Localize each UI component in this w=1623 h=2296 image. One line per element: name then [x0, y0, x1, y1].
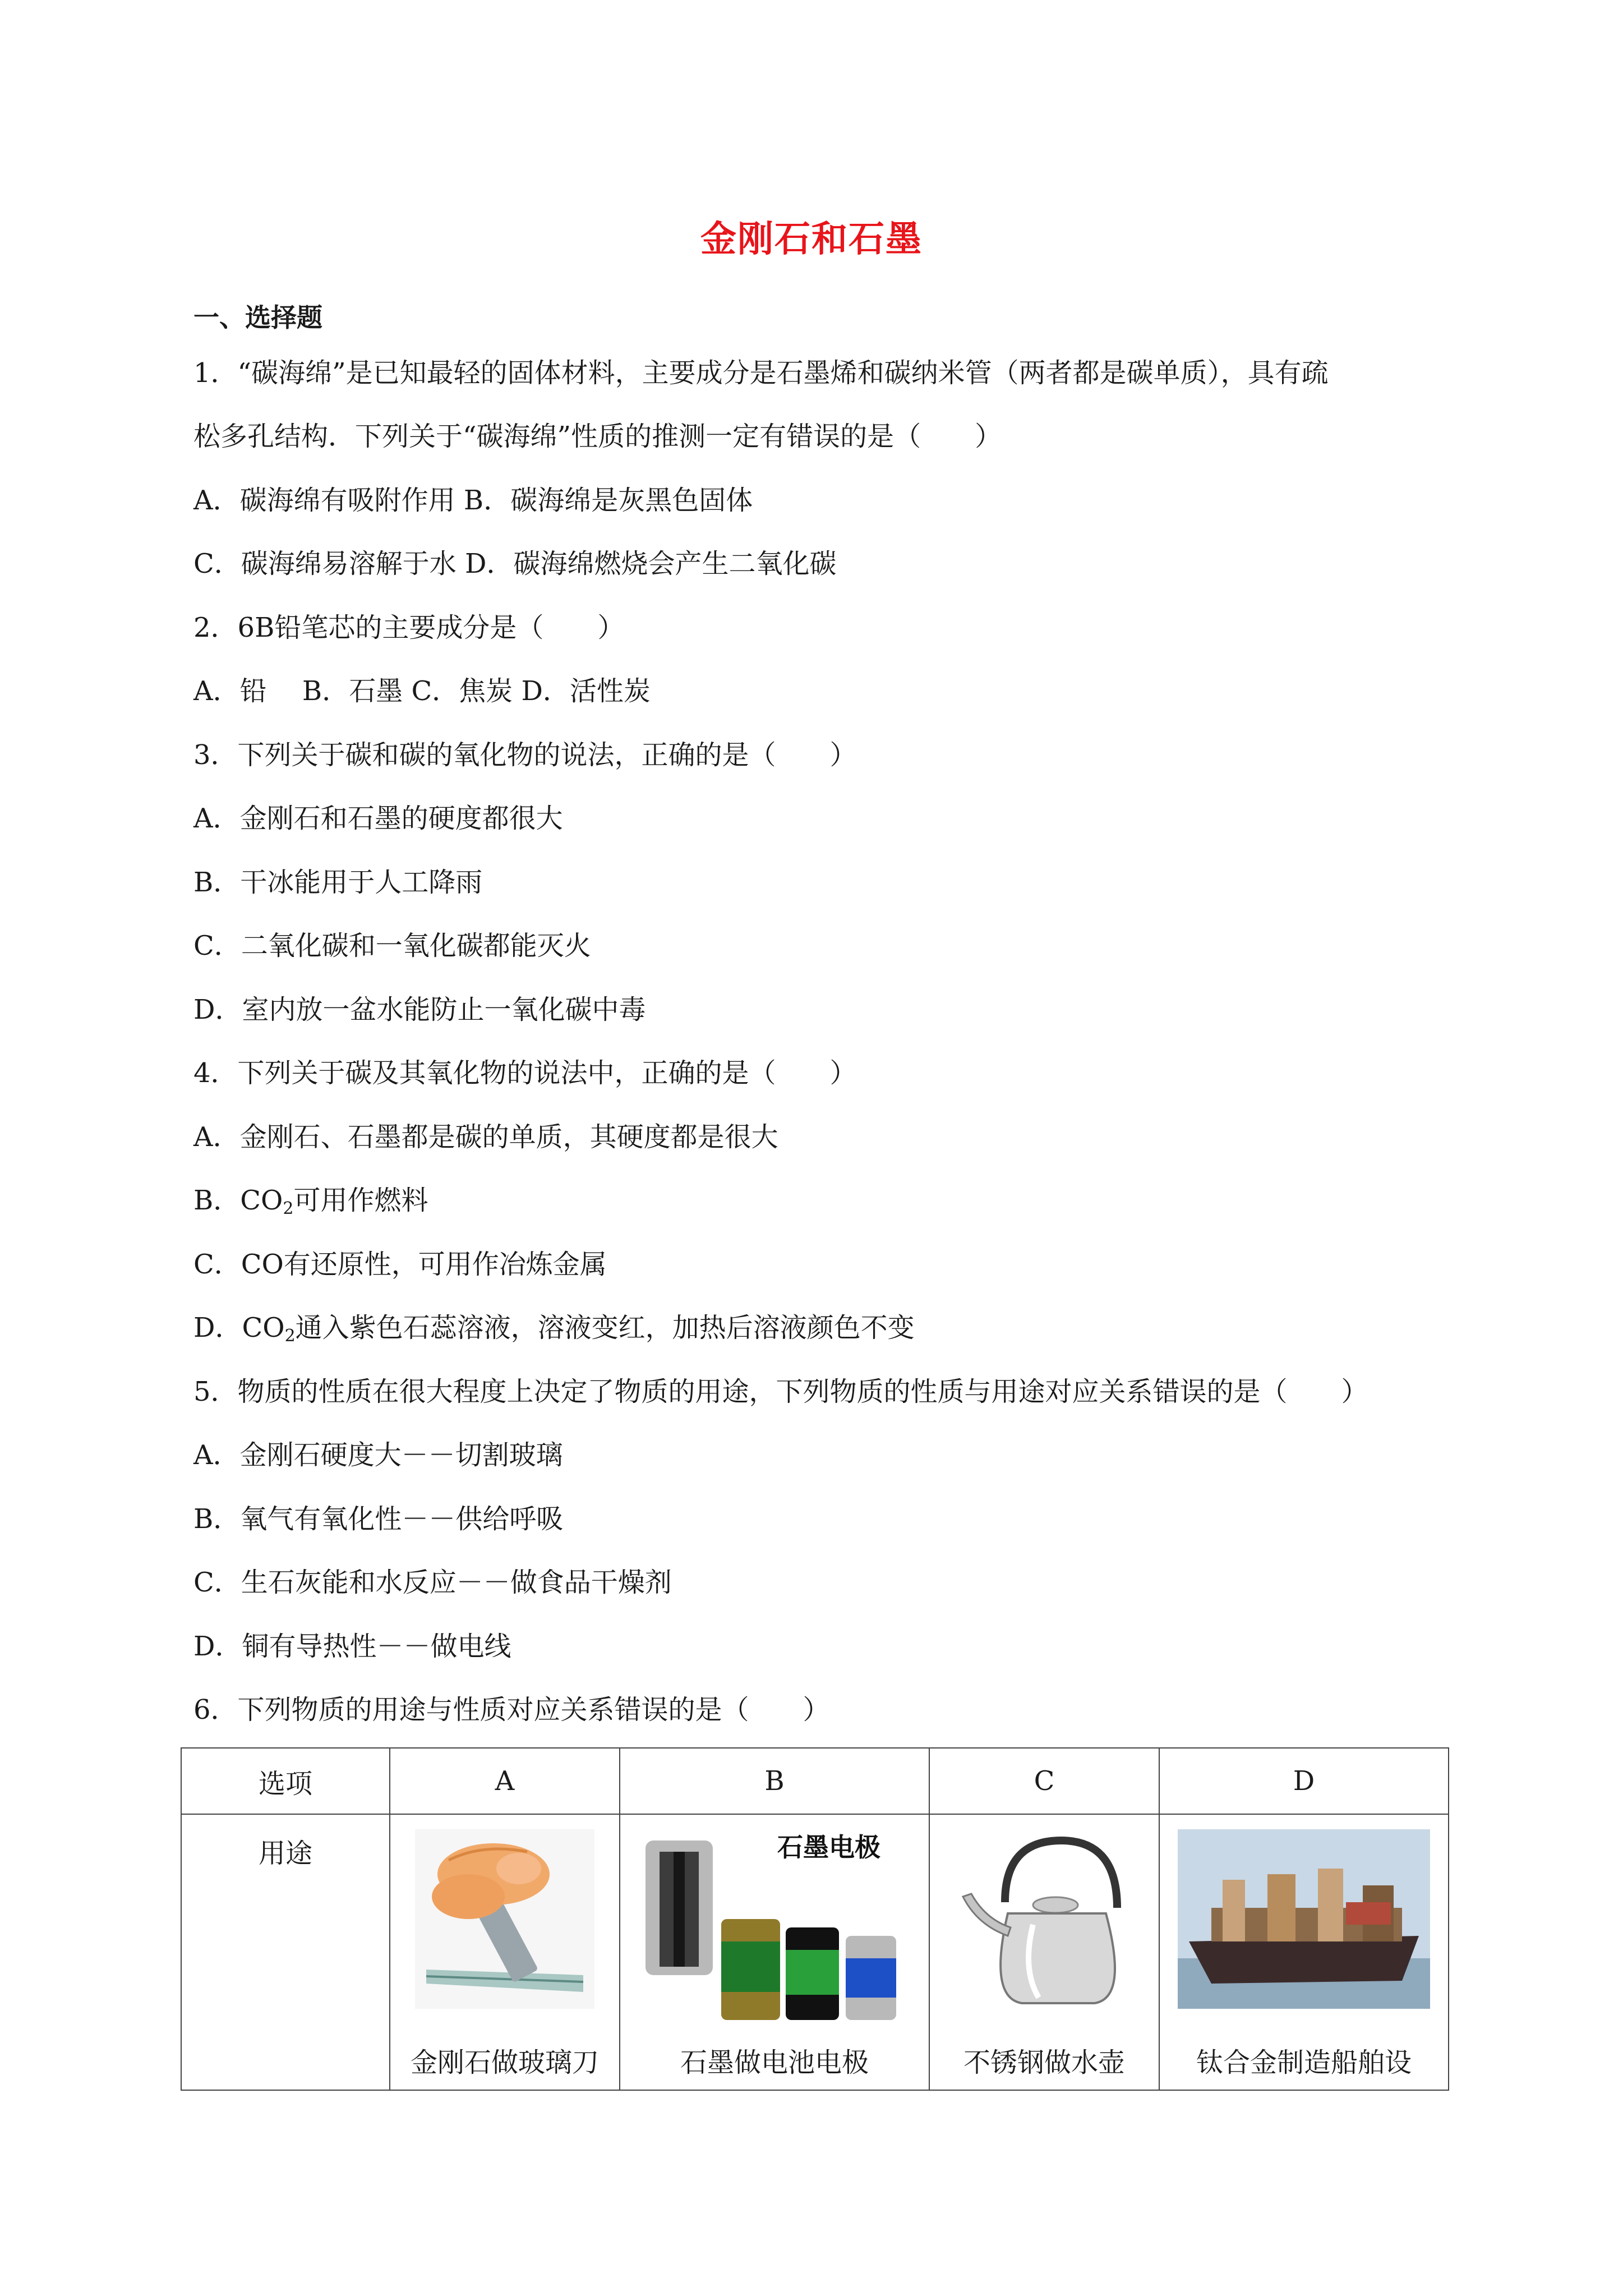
- question-1-options-cd: C．碳海绵易溶解于水 D．碳海绵燃烧会产生二氧化碳: [193, 548, 837, 579]
- question-4-option-b: [193, 1184, 428, 1217]
- question-4-option-d: [193, 1311, 915, 1345]
- option-c-cell: [929, 1814, 1159, 2090]
- question-5-option-a: A．金刚石硬度大－－切割玻璃: [193, 1439, 563, 1471]
- kettle-image: [955, 1829, 1134, 2014]
- option-b-text: 可用作燃料: [293, 1185, 428, 1216]
- option-d-cell: [1159, 1814, 1449, 2090]
- header-cell: C: [929, 1748, 1159, 1814]
- caption-b: 石墨做电池电极: [680, 2047, 869, 2078]
- question-3-option-c: C．二氧化碳和一氧化碳都能灭火: [193, 930, 591, 961]
- header-cell: D: [1159, 1748, 1449, 1814]
- question-5-option-c: C．生石灰能和水反应－－做食品干燥剂: [193, 1567, 672, 1598]
- glass-cutter-image: [415, 1829, 594, 2009]
- question-3-stem: 3．下列关于碳和碳的氧化物的说法，正确的是（ ）: [193, 739, 857, 771]
- question-1-stem-line-2: 松多孔结构．下列关于“碳海绵”性质的推测一定有错误的是（ ）: [193, 421, 1002, 452]
- caption-c: 不锈钢做水壶: [963, 2047, 1125, 2078]
- question-3-option-b: B．干冰能用于人工降雨: [193, 867, 483, 898]
- option-a-cell: [390, 1814, 620, 2090]
- question-2-stem: 2．6B铅笔芯的主要成分是（ ）: [193, 612, 625, 643]
- row-label: 用途: [181, 1814, 390, 2090]
- question-4-option-c: C．CO有还原性，可用作冶炼金属: [193, 1249, 607, 1280]
- question-2-options: A．铅 B．石墨 C．焦炭 D．活性炭: [193, 675, 651, 707]
- question-4-stem: 4．下列关于碳及其氧化物的说法中，正确的是（ ）: [193, 1057, 857, 1089]
- question-5-stem: 5．物质的性质在很大程度上决定了物质的用途，下列物质的性质与用途对应关系错误的是（ ）: [193, 1376, 1368, 1407]
- question-6-stem: 6．下列物质的用途与性质对应关系错误的是（ ）: [193, 1694, 830, 1726]
- question-3-option-a: A．金刚石和石墨的硬度都很大: [193, 803, 563, 834]
- header-cell: B: [620, 1748, 929, 1814]
- page-title: 金刚石和石墨: [700, 219, 923, 260]
- question-1-options-ab: A．碳海绵有吸附作用 B．碳海绵是灰黑色固体: [193, 485, 753, 516]
- option-d-formula: D．CO: [193, 1312, 285, 1343]
- option-b-formula: B．CO: [193, 1185, 283, 1216]
- caption-d: 钛合金制造船舶设: [1196, 2047, 1412, 2078]
- section-heading: 一、选择题: [193, 302, 322, 333]
- caption-a: 金刚石做玻璃刀: [410, 2047, 599, 2078]
- question-1-stem-line-1: 1．“碳海绵”是已知最轻的固体材料，主要成分是石墨烯和碳纳米管（两者都是碳单质），具有疏: [193, 357, 1329, 389]
- battery-electrode-image: [637, 1829, 912, 2026]
- question-4-option-a: A．金刚石、石墨都是碳的单质，其硬度都是很大: [193, 1121, 778, 1153]
- table-row: [181, 1814, 1449, 2090]
- option-d-text: 通入紫色石蕊溶液，溶液变红，加热后溶液颜色不变: [295, 1312, 915, 1343]
- table-header-row: [181, 1748, 1449, 1814]
- options-table: [181, 1747, 1449, 2091]
- question-5-option-b: B．氧气有氧化性－－供给呼吸: [193, 1503, 564, 1535]
- question-5-option-d: D．铜有导热性－－做电线: [193, 1631, 511, 1662]
- ship-image: [1178, 1829, 1430, 2009]
- subscript: 2: [284, 1326, 296, 1346]
- header-cell: 选项: [181, 1748, 390, 1814]
- question-3-option-d: D．室内放一盆水能防止一氧化碳中毒: [193, 994, 646, 1025]
- option-b-cell: [620, 1814, 929, 2090]
- image-b-label: 石墨电极: [777, 1832, 880, 1862]
- header-cell: A: [390, 1748, 620, 1814]
- subscript: 2: [283, 1199, 294, 1218]
